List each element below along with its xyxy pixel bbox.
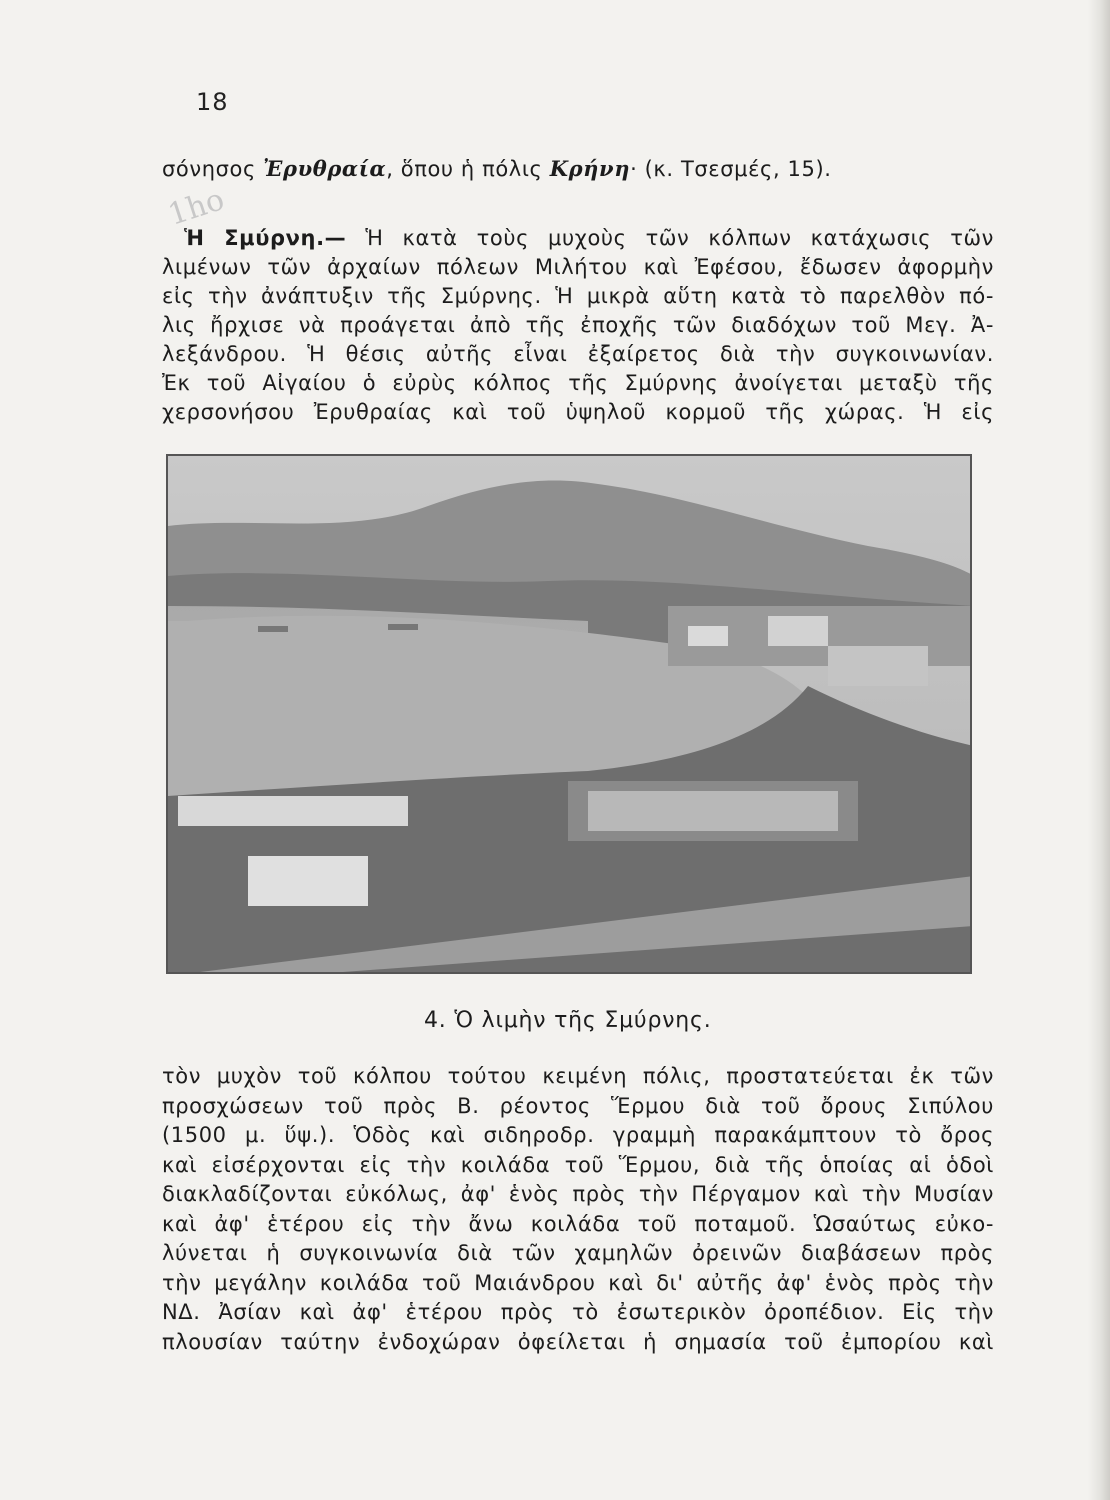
text-span: Ἡ κατὰ τοὺς μυχοὺς τῶν κόλπων κατάχωσις τῶν [346, 226, 994, 250]
text-line: λιμένων τῶν ἀρχαίων πόλεων Μιλήτου καὶ Ἐφέσου, ἔδωσεν ἀφορμὴν [162, 255, 994, 279]
text-line: καὶ ἀφ' ἑτέρου εἰς τὴν ἄνω κοιλάδα τοῦ ποταμοῦ. Ὡσαύτως εὐκο- [162, 1211, 994, 1236]
paragraph-continuation [162, 1062, 994, 1357]
text-line: λις ἤρχισε νὰ προάγεται ἀπὸ τῆς ἐποχῆς τῶν διαδόχων τοῦ Μεγ. Ἀ- [162, 313, 994, 337]
section-heading: Ἡ Σμύρνη.— [184, 226, 347, 250]
text-line: διακλαδίζονται εὐκόλως, ἀφ' ἑνὸς πρὸς τὴν Πέργαμον καὶ τὴν Μυσίαν [162, 1182, 994, 1206]
text-line: προσχώσεων τοῦ πρὸς Β. ρέοντος Ἕρμου διὰ τοῦ ὄρους Σιπύλου [162, 1093, 994, 1118]
text-line: τὴν μεγάλην κοιλάδα τοῦ Μαιάνδρου καὶ δι' αὐτῆς ἀφ' ἑνὸς πρὸς τὴν [162, 1270, 994, 1295]
continued-text [162, 154, 994, 183]
text-line: λύνεται ἡ συγκοινωνία διὰ τῶν χαμηλῶν ὀρεινῶν διαβάσεων πρὸς [162, 1241, 994, 1265]
text-line: τὸν μυχὸν τοῦ κόλπου τούτου κειμένη πόλις, προστατεύεται ἐκ τῶν [162, 1064, 994, 1088]
text-span: , ὅπου ἡ πόλις [386, 157, 550, 181]
text-line: λεξάνδρου. Ἡ θέσις αὐτῆς εἶναι ἐξαίρετος διὰ τὴν συγκοινωνίαν. [162, 342, 994, 366]
page-edge-shadow [1088, 0, 1110, 1500]
text-line: πλουσίαν ταύτην ἐνδοχώραν ὀφείλεται ἡ σημασία τοῦ ἐμπορίου καὶ [162, 1329, 994, 1354]
text-span: · (κ. Τσεσμές, 15). [630, 157, 832, 181]
text-span: σόνησος [162, 157, 264, 181]
text-line: καὶ εἰσέρχονται εἰς τὴν κοιλάδα τοῦ Ἕρμου, διὰ τῆς ὁποίας αἱ ὁδοὶ [162, 1152, 994, 1177]
text-line: ΝΔ. Ἀσίαν καὶ ἀφ' ἑτέρου πρὸς τὸ ἐσωτερικὸν ὀροπέδιον. Εἰς τὴν [162, 1300, 994, 1324]
figure-caption: 4. Ὁ λιμὴν τῆς Σμύρνης. [424, 1008, 712, 1033]
pencil-annotation: 1ho [163, 182, 229, 233]
harbor-photograph [166, 454, 972, 974]
place-name-krini: Κρήνη [549, 156, 631, 181]
text-line [162, 154, 994, 183]
text-line: (1500 μ. ὕψ.). Ὁδὸς καὶ σιδηροδρ. γραμμὴ παρακάμπτουν τὸ ὄρος [162, 1123, 994, 1147]
paragraph-smyrni [162, 224, 994, 427]
text-line [162, 224, 994, 253]
text-line: εἰς τὴν ἀνάπτυξιν τῆς Σμύρνης. Ἡ μικρὰ αὕτη κατὰ τὸ παρελθὸν πό- [162, 284, 994, 308]
page-number: 18 [196, 88, 229, 116]
text-line: χερσονήσου Ἐρυθραίας καὶ τοῦ ὑψηλοῦ κορμοῦ τῆς χώρας. Ἡ εἰς [162, 400, 994, 424]
photo-illustration [168, 456, 972, 974]
text-line: Ἐκ τοῦ Αἰγαίου ὁ εὐρὺς κόλπος τῆς Σμύρνης ἀνοίγεται μεταξὺ τῆς [162, 371, 994, 395]
place-name-erythraia: Ἐρυθραία [263, 156, 387, 181]
